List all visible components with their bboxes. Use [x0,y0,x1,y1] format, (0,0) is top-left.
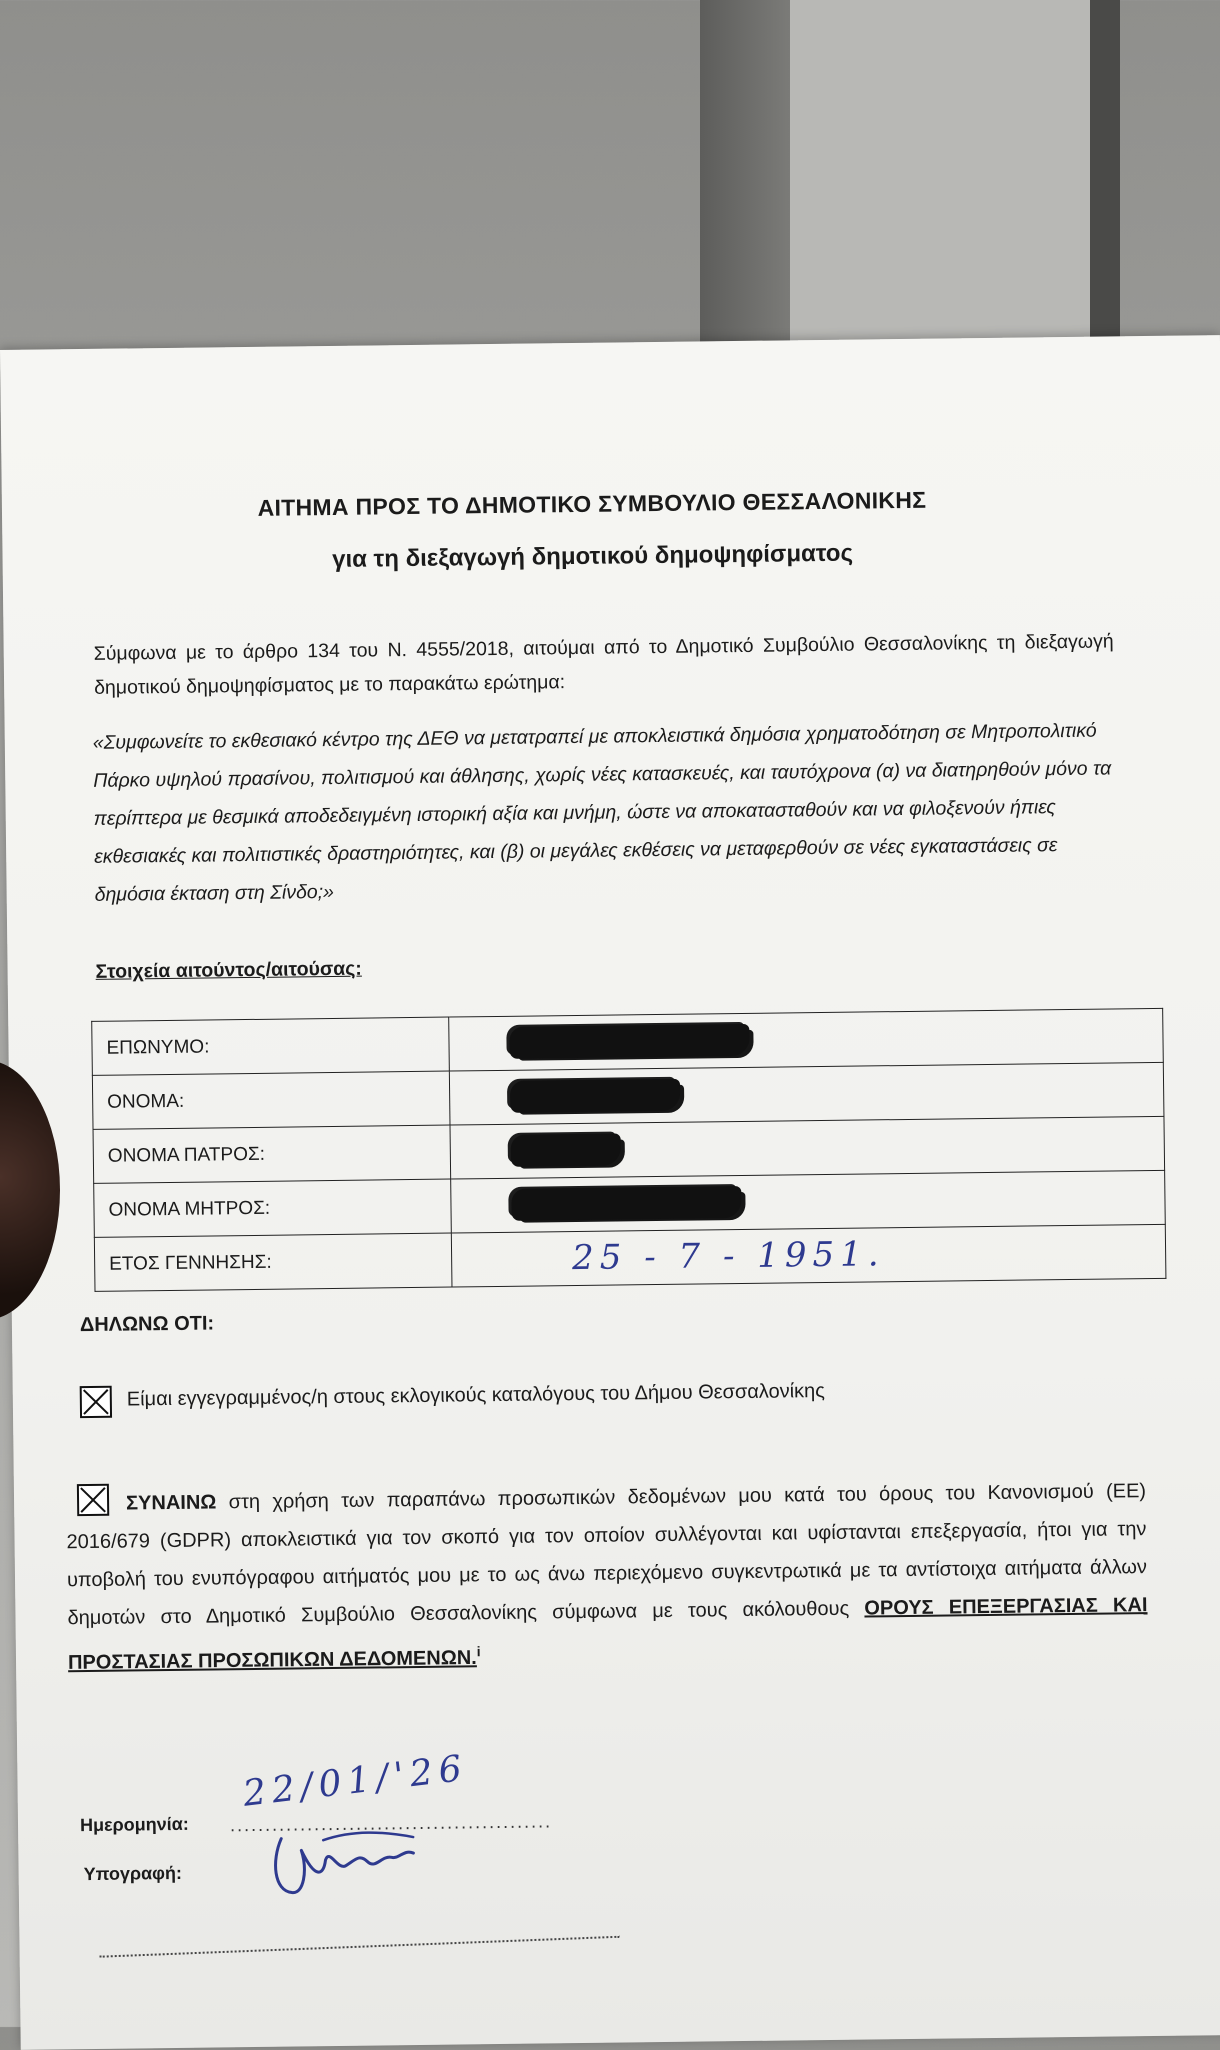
registered-voter-checkbox[interactable] [80,1386,112,1418]
form-subtitle: για τη διεξαγωγή δημοτικού δημοψηφίσματος [331,539,854,573]
applicant-details-table [91,1008,1166,1292]
surname-label: ΕΠΩΝΥΜΟ: [92,1017,450,1075]
redaction-mark [509,1024,749,1059]
birth-year-field[interactable] [451,1224,1166,1287]
background-wall [790,0,1090,380]
background-shadow [700,0,790,380]
birth-date-handwritten: 25 - 7 - 1951. [571,1234,885,1279]
form-title: ΑΙΤΗΜΑ ΠΡΟΣ ΤΟ ΔΗΜΟΤΙΚΟ ΣΥΜΒΟΥΛΙΟ ΘΕΣΣΑΛΟΝΙΚΗΣ [257,486,927,521]
first-name-field[interactable] [449,1062,1164,1125]
redaction-mark [511,1133,621,1166]
date-line: .............................................. [229,1811,553,1836]
surname-field[interactable] [449,1008,1164,1071]
date-label: Ημερομηνία: [79,1813,189,1836]
consent-body: στη χρήση των παραπάνω προσωπικών δεδομένων μου κατά του όρους του Κανονισμού (ΕΕ) 2016/679 (GDPR) αποκλειστικά για τον σκοπό για τον οποίον συλλέγονται και υφίστανται επεξεργασία, ήτοι για την υποβολή του ενυπόγραφου αιτήματός μου με το ως άνω περιεχόμενο συγκεντρωτικά με τα αντίστοιχα αιτήματα άλλων δημοτών στο Δημοτικό Συμβούλιο Θεσσαλονίκης σύμφωνα με τους ακόλουθους [66,1480,1148,1630]
signature-dotted-line [100,1936,620,1958]
mother-name-label: ΟΝΟΜΑ ΜΗΤΡΟΣ: [94,1179,452,1237]
mother-name-field[interactable] [451,1170,1166,1233]
footnote-mark: i [476,1643,481,1660]
birth-year-label: ΕΤΟΣ ΓΕΝΝΗΣΗΣ: [94,1233,452,1291]
redaction-mark [511,1186,741,1221]
applicant-section-heading: Στοιχεία αιτούντος/αιτούσας: [95,957,362,983]
consent-lead: ΣΥΝΑΙΝΩ [125,1491,217,1515]
date-handwritten[interactable]: 22/01/'26 [240,1747,470,1815]
father-name-label: ΟΝΟΜΑ ΠΑΤΡΟΣ: [93,1125,451,1183]
declaration-heading: ΔΗΛΩΝΩ ΟΤΙ: [79,1312,215,1337]
terms-link[interactable]: ΟΡΟΥΣ ΕΠΕΞΕΡΓΑΣΙΑΣ ΚΑΙ ΠΡΟΣΤΑΣΙΑΣ ΠΡΟΣΩΠΙΚΩΝ ΔΕΔΟΜΕΝΩΝ. [67,1594,1148,1674]
form-sheet [0,335,1220,2050]
registered-voter-statement: Είμαι εγγεγραμμένος/η στους εκλογικούς καταλόγους του Δήμου Θεσσαλονίκης [126,1380,826,1411]
first-name-label: ΟΝΟΜΑ: [92,1071,450,1129]
father-name-field[interactable] [450,1116,1165,1179]
signature-label: Υπογραφή: [83,1862,183,1885]
consent-paragraph [66,1472,1148,1682]
background-edge [1090,0,1120,380]
intro-paragraph: Σύμφωνα με το άρθρο 134 του Ν. 4555/2018, αιτούμαι από το Δημοτικό Συμβούλιο Θεσσαλονίκης τη διεξαγωγή δημοτικού δημοψηφίσματος με το παρακάτω ερώτημα: [93,630,1114,699]
redaction-mark [510,1079,680,1113]
referendum-question: «Συμφωνείτε το εκθεσιακό κέντρο της ΔΕΘ να μετατραπεί με αποκλειστικά δημόσια χρηματοδότηση σε Μητροπολιτικό Πάρκο υψηλού πρασίνου, πολιτισμού και άθλησης, χωρίς νέες κατασκευές, και ταυτόχρονα (α) να διατηρηθούν μόνο τα περίπτερα με θεσμικά αποδεδειγμένη ιστορική αξία και μνήμη, ώστε να αποκατασταθούν και να φιλοξενούν ήπιες εκθεσιακές και πολιτιστικές δραστηριότητες, και (β) οι μεγάλες εκθέσεις να μεταφερθούν σε νέες εγκαταστάσεις σε δημόσια έκταση στη Σίνδο;» [92,719,1112,906]
signature-scribble[interactable] [263,1819,434,1901]
